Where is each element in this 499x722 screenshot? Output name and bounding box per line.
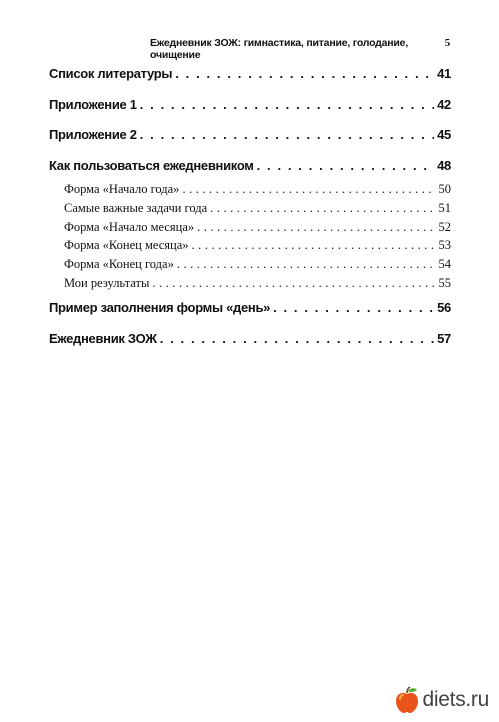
toc-entry-title: Как пользоваться ежедневником bbox=[49, 158, 254, 173]
toc-entry-page: 42 bbox=[437, 97, 451, 112]
toc-entry-appendix-2[interactable] bbox=[49, 127, 451, 142]
toc-entry-day-form-example[interactable] bbox=[49, 300, 451, 315]
watermark bbox=[394, 686, 489, 714]
toc-entry-page: 57 bbox=[437, 331, 451, 346]
toc-subentry-my-results[interactable] bbox=[64, 276, 451, 291]
toc-subentry-month-start[interactable] bbox=[64, 220, 451, 235]
leader-dots bbox=[273, 300, 434, 315]
toc-entry-page: 41 bbox=[437, 66, 451, 81]
leader-dots bbox=[197, 220, 435, 235]
leader-dots bbox=[177, 257, 436, 272]
toc-entry-how-to-use[interactable] bbox=[49, 158, 451, 173]
toc-entry-title: Ежедневник ЗОЖ bbox=[49, 331, 157, 346]
leader-dots bbox=[160, 331, 434, 346]
leader-dots bbox=[182, 182, 435, 197]
apple-logo-icon bbox=[394, 686, 420, 714]
leader-dots bbox=[175, 66, 434, 81]
toc-entry-title: Форма «Начало года» bbox=[64, 182, 180, 196]
toc-entry-page: 51 bbox=[438, 201, 451, 215]
toc-entry-appendix-1[interactable] bbox=[49, 97, 451, 112]
leader-dots bbox=[140, 97, 434, 112]
toc-entry-page: 53 bbox=[438, 238, 451, 252]
toc-entry-title: Самые важные задачи года bbox=[64, 201, 208, 215]
toc-entry-bibliography[interactable] bbox=[49, 66, 451, 81]
toc-entry-title: Форма «Конец года» bbox=[64, 257, 174, 271]
toc-entry-title: Форма «Конец месяца» bbox=[64, 238, 189, 252]
toc-entry-title: Приложение 2 bbox=[49, 127, 137, 142]
toc-entry-title: Пример заполнения формы «день» bbox=[49, 300, 271, 315]
toc-entry-title: Приложение 1 bbox=[49, 97, 137, 112]
toc-entry-page: 55 bbox=[438, 276, 451, 290]
toc-entry-diary[interactable] bbox=[49, 331, 451, 346]
leader-dots bbox=[140, 127, 434, 142]
toc-entry-title: Форма «Начало месяца» bbox=[64, 220, 195, 234]
toc-entry-page: 45 bbox=[437, 127, 451, 142]
header-title: Ежедневник ЗОЖ: гимнастика, питание, голодание, очищение bbox=[150, 37, 409, 61]
toc-entry-page: 52 bbox=[438, 220, 451, 234]
leader-dots bbox=[192, 238, 436, 253]
header-page-number: 5 bbox=[444, 37, 450, 49]
toc-entry-title: Список литературы bbox=[49, 66, 173, 81]
leader-dots bbox=[210, 201, 435, 216]
watermark-text: diets.ru bbox=[422, 688, 489, 711]
toc-entry-title: Мои результаты bbox=[64, 276, 150, 290]
leader-dots bbox=[257, 158, 435, 173]
toc-subentry-year-start[interactable] bbox=[64, 182, 451, 197]
toc-entry-page: 54 bbox=[438, 257, 451, 271]
leader-dots bbox=[152, 276, 435, 291]
toc-subentry-year-end[interactable] bbox=[64, 257, 451, 272]
toc-entry-page: 50 bbox=[438, 182, 451, 196]
toc-entry-page: 56 bbox=[437, 300, 451, 315]
running-head bbox=[150, 37, 450, 61]
toc-entry-page: 48 bbox=[437, 158, 451, 173]
toc-subentry-month-end[interactable] bbox=[64, 238, 451, 253]
toc-subentry-year-goals[interactable] bbox=[64, 201, 451, 216]
